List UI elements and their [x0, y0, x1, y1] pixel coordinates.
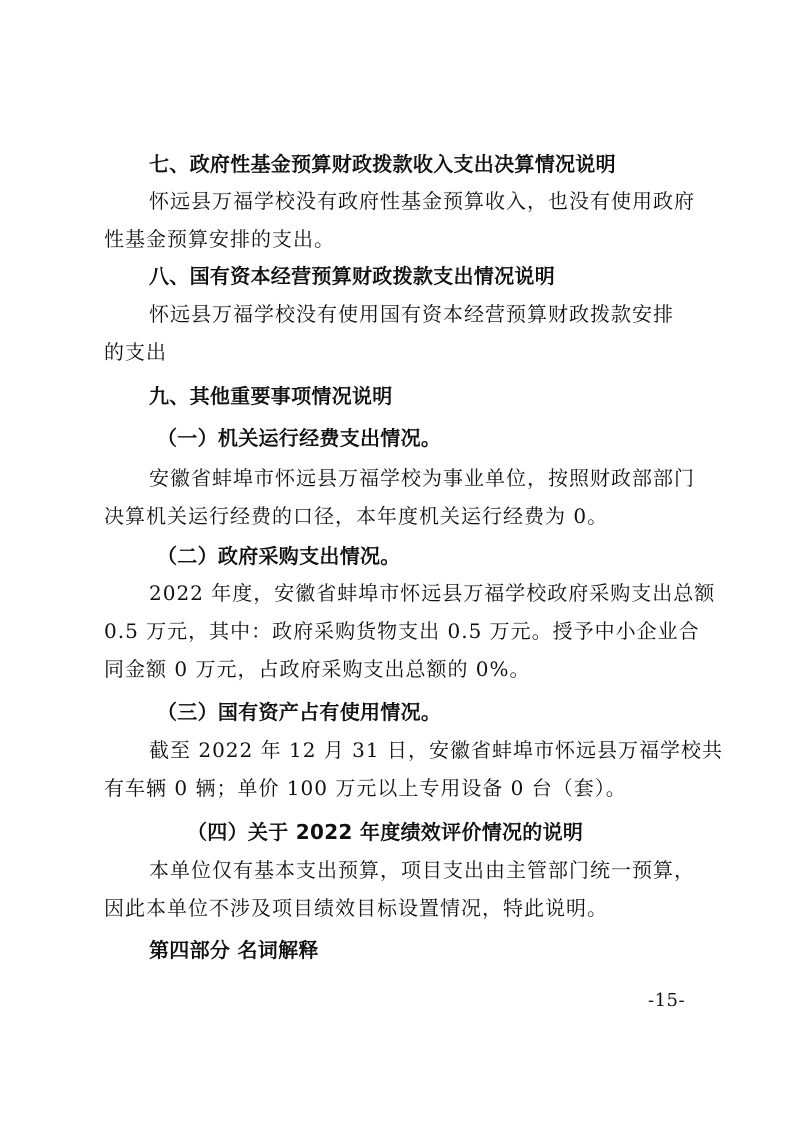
section-7-para-line-1: 怀远县万福学校没有政府性基金预算收入，也没有使用政府	[149, 189, 695, 213]
section-7-para-line-2: 性基金预算安排的支出。	[104, 227, 335, 251]
page-number: -15-	[648, 990, 686, 1011]
section-8-para-line-1: 怀远县万福学校没有使用国有资本经营预算财政拨款安排	[149, 302, 674, 326]
subsection-1-heading: （一）机关运行经费支出情况。	[157, 426, 442, 450]
section-8-heading: 八、国有资本经营预算财政拨款支出情况说明	[149, 264, 555, 288]
subsection-4-heading: （四）关于 2022 年度绩效评价情况的说明	[187, 820, 584, 844]
section-9-heading: 九、其他重要事项情况说明	[149, 384, 393, 408]
subsection-1-para-line-1: 安徽省蚌埠市怀远县万福学校为事业单位，按照财政部部门	[149, 466, 695, 490]
subsection-2-para-line-1: 2022 年度，安徽省蚌埠市怀远县万福学校政府采购支出总额	[149, 581, 716, 605]
part-4-heading: 第四部分 名词解释	[149, 938, 319, 962]
subsection-2-para-line-3: 同金额 0 万元，占政府采购支出总额的 0%。	[104, 657, 531, 681]
section-7-heading: 七、政府性基金预算财政拨款收入支出决算情况说明	[149, 152, 616, 176]
subsection-4-para-line-1: 本单位仅有基本支出预算，项目支出由主管部门统一预算，	[149, 858, 695, 882]
subsection-4-para-line-2: 因此本单位不涉及项目绩效目标设置情况，特此说明。	[104, 896, 608, 920]
subsection-3-heading: （三）国有资产占有使用情况。	[157, 700, 442, 724]
subsection-2-heading: （二）政府采购支出情况。	[157, 544, 401, 568]
subsection-3-para-line-1: 截至 2022 年 12 月 31 日，安徽省蚌埠市怀远县万福学校共	[149, 738, 723, 762]
section-8-para-line-2: 的支出	[104, 340, 167, 364]
subsection-2-para-line-2: 0.5 万元，其中：政府采购货物支出 0.5 万元。授予中小企业合	[104, 619, 700, 643]
subsection-3-para-line-2: 有车辆 0 辆；单价 100 万元以上专用设备 0 台（套）。	[104, 776, 627, 800]
subsection-1-para-line-2: 决算机关运行经费的口径，本年度机关运行经费为 0。	[104, 504, 609, 528]
